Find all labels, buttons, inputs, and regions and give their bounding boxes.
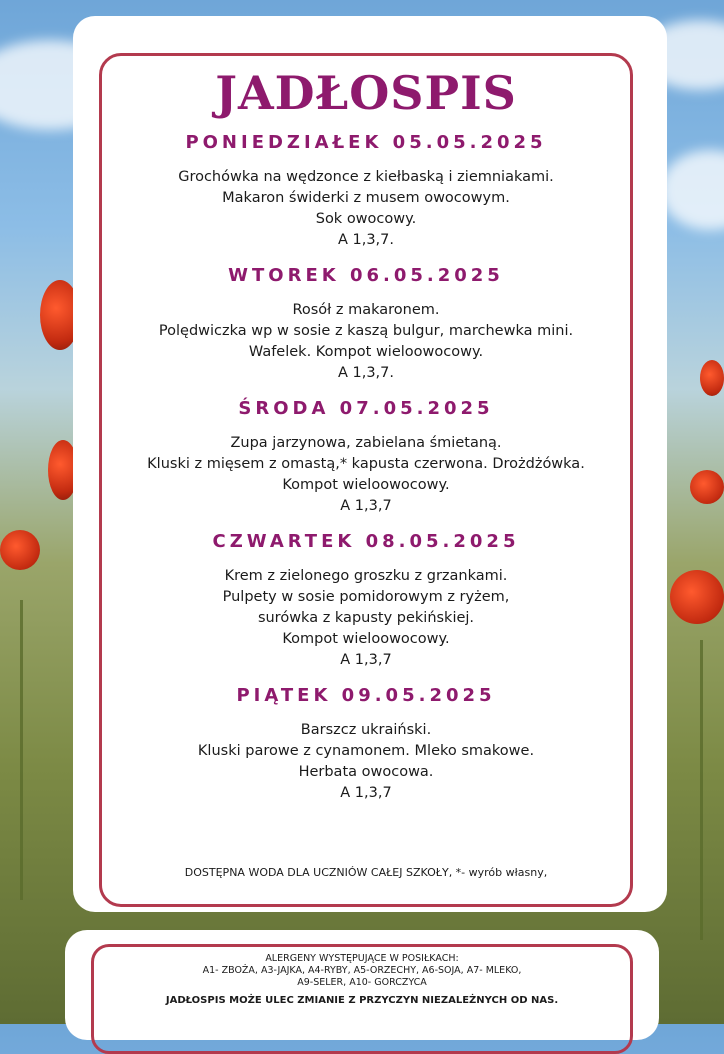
- day-block-thursday: [102, 531, 630, 671]
- day-block-tuesday: [102, 265, 630, 384]
- poppy-flower-decoration: [700, 360, 724, 396]
- day-heading: WTOREK 06.05.2025: [228, 265, 504, 286]
- allergen-line: A 1,3,7.: [337, 232, 395, 248]
- menu-line: Sok owocowy.: [315, 211, 417, 227]
- menu-line: Kluski z mięsem z omastą,* kapusta czerwona. Drożdżówka.: [147, 456, 585, 472]
- day-heading: CZWARTEK 08.05.2025: [212, 531, 520, 552]
- menu-card: [73, 16, 667, 912]
- allergen-line: A 1,3,7: [340, 652, 392, 668]
- poppy-flower-decoration: [690, 470, 724, 504]
- menu-line: Pulpety w sosie pomidorowym z ryżem,: [222, 589, 510, 605]
- menu-line: Grochówka na wędzonce z kiełbaską i ziemniakami.: [178, 169, 554, 185]
- grass-stem-decoration: [700, 640, 703, 940]
- menu-line: Polędwiczka wp w sosie z kaszą bulgur, marchewka mini.: [158, 323, 574, 339]
- allergen-line: A 1,3,7: [340, 785, 392, 801]
- menu-line: Barszcz ukraiński.: [300, 722, 432, 738]
- day-heading: PIĄTEK 09.05.2025: [236, 685, 496, 706]
- disclaimer: JADŁOSPIS MOŻE ULEC ZMIANIE Z PRZYCZYN NIEZALEŻNYCH OD NAS.: [165, 995, 559, 1006]
- day-heading: PONIEDZIAŁEK 05.05.2025: [185, 132, 547, 153]
- menu-line: Makaron świderki z musem owocowym.: [222, 190, 510, 206]
- menu-line: Wafelek. Kompot wieloowocowy.: [248, 344, 484, 360]
- menu-line: Rosół z makaronem.: [292, 302, 440, 318]
- menu-line: Herbata owocowa.: [298, 764, 434, 780]
- day-heading: ŚRODA 07.05.2025: [238, 398, 494, 419]
- grass-stem-decoration: [20, 600, 23, 900]
- day-block-friday: [102, 685, 630, 804]
- water-note: DOSTĘPNA WODA DLA UCZNIÓW CAŁEJ SZKOŁY, *- wyrób własny,: [184, 866, 548, 879]
- allergen-line: A 1,3,7: [340, 498, 392, 514]
- day-block-wednesday: [102, 398, 630, 517]
- page-title: JADŁOSPIS: [215, 66, 517, 120]
- allergen-heading: ALERGENY WYSTĘPUJĄCE W POSIŁKACH:: [265, 953, 459, 964]
- allergen-list: A1- ZBOŻA, A3-JAJKA, A4-RYBY, A5-ORZECHY, A6-SOJA, A7- MLEKO,: [202, 965, 522, 976]
- allergen-frame: [91, 944, 633, 1054]
- background-cloud: [660, 150, 724, 230]
- menu-line: surówka z kapusty pekińskiej.: [257, 610, 475, 626]
- menu-frame: [99, 53, 633, 907]
- menu-line: Kompot wieloowocowy.: [282, 477, 450, 493]
- menu-line: Krem z zielonego groszku z grzankami.: [224, 568, 508, 584]
- menu-line: Zupa jarzynowa, zabielana śmietaną.: [230, 435, 502, 451]
- menu-line: Kompot wieloowocowy.: [282, 631, 450, 647]
- allergen-list: A9-SELER, A10- GORCZYCA: [297, 977, 427, 988]
- day-block-monday: [102, 132, 630, 251]
- allergen-line: A 1,3,7.: [337, 365, 395, 381]
- poppy-flower-decoration: [670, 570, 724, 624]
- menu-line: Kluski parowe z cynamonem. Mleko smakowe.: [197, 743, 535, 759]
- poppy-flower-decoration: [0, 530, 40, 570]
